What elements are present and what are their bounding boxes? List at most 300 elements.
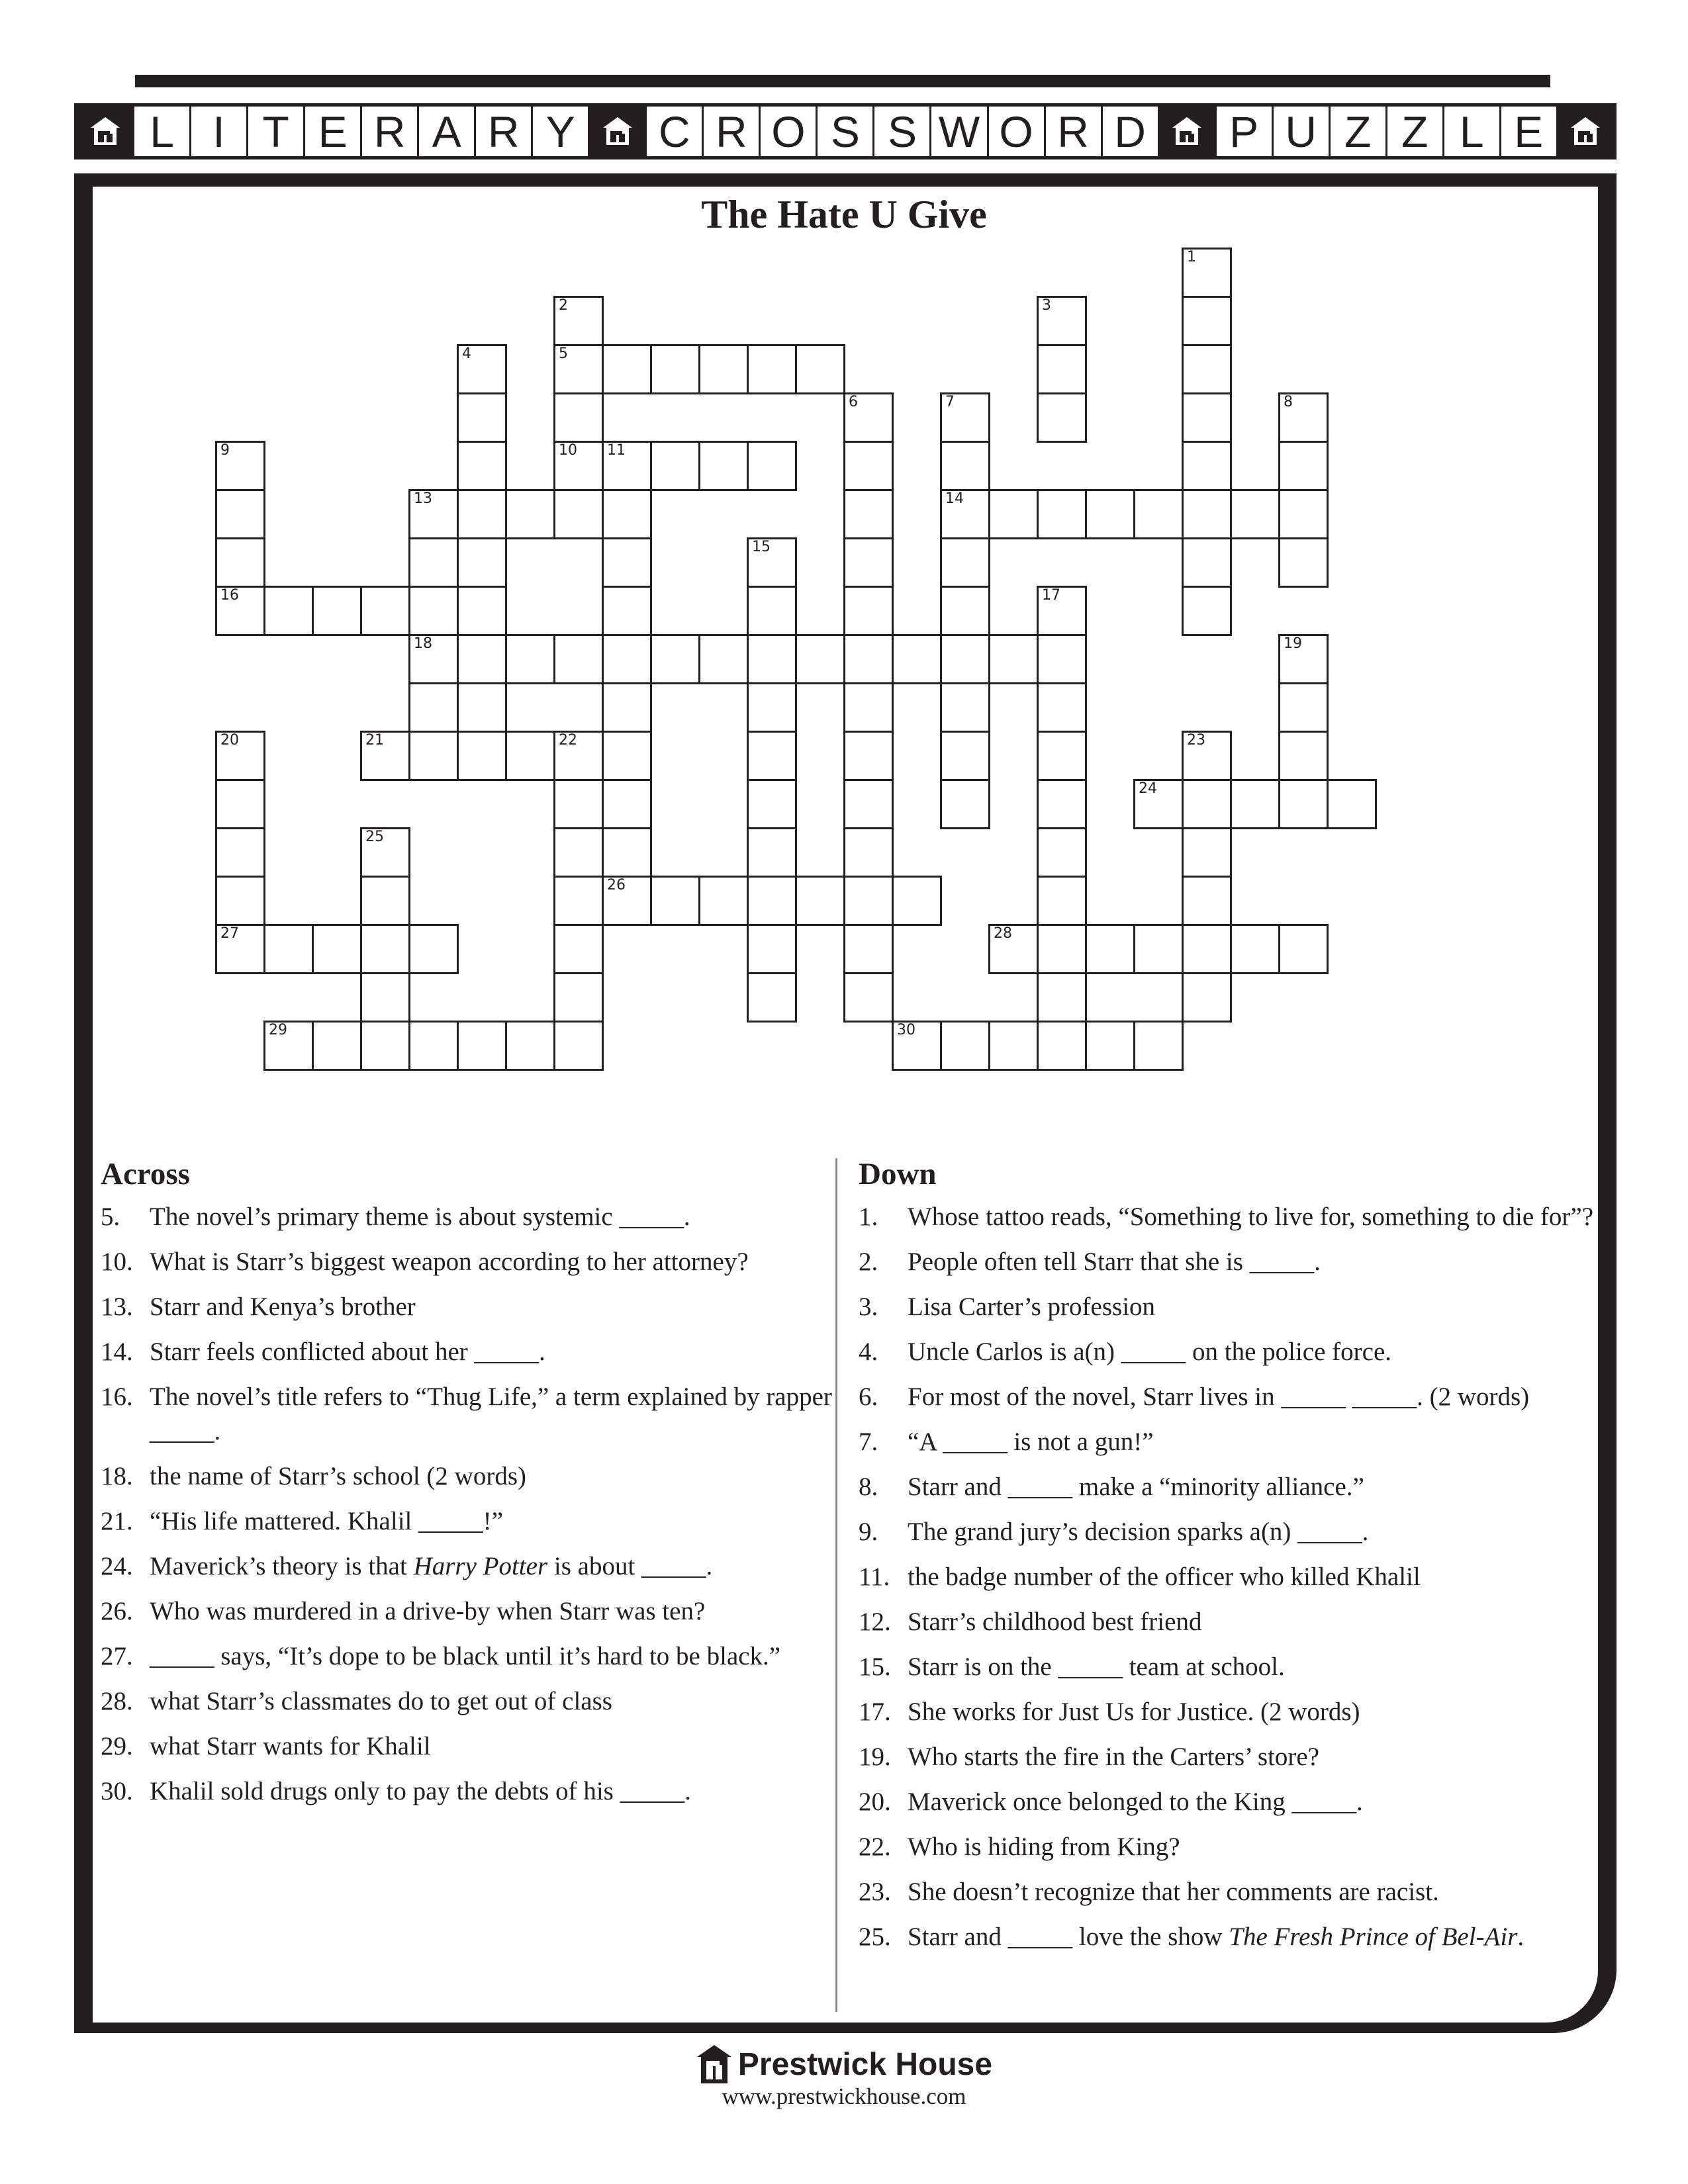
- grid-cell[interactable]: [747, 634, 797, 684]
- column-divider: [835, 1158, 837, 2012]
- grid-cell[interactable]: [843, 924, 894, 974]
- clue-number: 18.: [101, 1462, 133, 1490]
- grid-cell[interactable]: [408, 634, 459, 684]
- grid-cell[interactable]: [215, 537, 265, 588]
- banner-letter: R: [474, 107, 531, 156]
- grid-cell[interactable]: [1327, 779, 1377, 829]
- grid-cell[interactable]: [1182, 586, 1232, 636]
- grid-cell[interactable]: [457, 731, 507, 781]
- clue-number: 15: [752, 539, 771, 555]
- publisher-logo: [0, 2044, 1688, 2085]
- clue-number: 22: [559, 732, 577, 749]
- grid-cell[interactable]: [843, 731, 894, 781]
- grid-cell[interactable]: [940, 682, 990, 733]
- banner-letter: R: [360, 107, 417, 156]
- grid-cell[interactable]: [602, 827, 652, 878]
- down-clue: [859, 1695, 1593, 1729]
- grid-cell[interactable]: [1182, 924, 1232, 974]
- grid-cell[interactable]: [988, 489, 1039, 539]
- grid-cell[interactable]: [553, 972, 604, 1023]
- grid-cell[interactable]: [988, 924, 1039, 974]
- across-clue: [101, 1290, 849, 1324]
- down-clue: [859, 1470, 1593, 1504]
- banner-letter: E: [1499, 107, 1556, 156]
- grid-cell[interactable]: [408, 924, 459, 974]
- grid-cell[interactable]: [1037, 296, 1087, 346]
- grid-cell[interactable]: [843, 441, 894, 491]
- grid-cell[interactable]: [553, 344, 604, 394]
- grid-cell[interactable]: [457, 537, 507, 588]
- grid-cell[interactable]: [215, 827, 265, 878]
- grid-cell[interactable]: [553, 827, 604, 878]
- grid-cell[interactable]: [1037, 972, 1087, 1023]
- grid-cell[interactable]: [1278, 731, 1329, 781]
- grid-cell[interactable]: [505, 634, 555, 684]
- clue-number: 27: [220, 925, 239, 942]
- clue-text: is about _____.: [547, 1552, 713, 1580]
- clue-number: 4: [462, 345, 471, 362]
- grid-cell[interactable]: [843, 827, 894, 878]
- clue-number: 1.: [859, 1203, 878, 1231]
- clue-text: Uncle Carlos is a(n) _____ on the police force.: [908, 1338, 1392, 1366]
- grid-cell[interactable]: [1037, 827, 1087, 878]
- banner-letter: R: [1044, 107, 1101, 156]
- clue-number: 16.: [101, 1383, 133, 1411]
- grid-cell[interactable]: [408, 731, 459, 781]
- clue-number: 22.: [859, 1833, 891, 1861]
- grid-cell[interactable]: [1133, 779, 1184, 829]
- grid-cell[interactable]: [1037, 924, 1087, 974]
- grid-cell[interactable]: [698, 634, 749, 684]
- clue-number: 2: [559, 297, 568, 314]
- grid-cell[interactable]: [602, 634, 652, 684]
- grid-cell[interactable]: [215, 876, 265, 926]
- puzzle-title: The Hate U Give: [701, 193, 987, 236]
- grid-cell[interactable]: [602, 779, 652, 829]
- grid-cell[interactable]: [408, 586, 459, 636]
- grid-cell[interactable]: [457, 1021, 507, 1071]
- clue-text: Who was murdered in a drive-by when Starr was ten?: [150, 1597, 706, 1625]
- banner-letter: D: [1101, 107, 1158, 156]
- grid-cell[interactable]: [360, 827, 410, 878]
- grid-cell[interactable]: [215, 731, 265, 781]
- banner-letter: S: [816, 107, 872, 156]
- grid-cell[interactable]: [795, 634, 845, 684]
- grid-cell[interactable]: [747, 586, 797, 636]
- grid-cell[interactable]: [650, 344, 700, 394]
- clue-number: 26: [607, 877, 626, 893]
- grid-cell[interactable]: [1182, 441, 1232, 491]
- grid-cell[interactable]: [1182, 392, 1232, 443]
- grid-cell[interactable]: [747, 682, 797, 733]
- clue-number: 28: [994, 925, 1012, 942]
- grid-cell[interactable]: [747, 731, 797, 781]
- grid-cell[interactable]: [408, 1021, 459, 1071]
- banner-letter: P: [1215, 107, 1272, 156]
- grid-cell[interactable]: [698, 441, 749, 491]
- down-clue: [859, 1335, 1593, 1369]
- grid-cell[interactable]: [263, 586, 314, 636]
- grid-cell[interactable]: [1278, 779, 1329, 829]
- grid-cell[interactable]: [843, 972, 894, 1023]
- clue-number: 8: [1284, 394, 1293, 410]
- grid-cell[interactable]: [312, 924, 362, 974]
- clue-number: 14: [945, 490, 964, 507]
- clue-text: She works for Just Us for Justice. (2 words): [908, 1698, 1360, 1726]
- grid-cell[interactable]: [1230, 489, 1280, 539]
- grid-cell[interactable]: [1278, 924, 1329, 974]
- clue-number: 17: [1042, 587, 1060, 604]
- grid-cell[interactable]: [940, 489, 990, 539]
- grid-cell[interactable]: [1278, 392, 1329, 443]
- grid-cell[interactable]: [892, 634, 942, 684]
- clue-text: Starr feels conflicted about her _____.: [150, 1338, 545, 1366]
- grid-cell[interactable]: [1037, 682, 1087, 733]
- grid-cell[interactable]: [215, 924, 265, 974]
- grid-cell[interactable]: [1182, 827, 1232, 878]
- clue-number: 14.: [101, 1338, 133, 1366]
- banner-letter: U: [1272, 107, 1329, 156]
- clue-number: 21: [365, 732, 384, 749]
- down-clue: [859, 1830, 1593, 1864]
- clue-number: 15.: [859, 1653, 891, 1681]
- clue-number: 26.: [101, 1597, 133, 1625]
- banner-letter: L: [132, 107, 189, 156]
- grid-cell[interactable]: [312, 586, 362, 636]
- grid-cell[interactable]: [553, 634, 604, 684]
- grid-cell[interactable]: [1037, 489, 1087, 539]
- grid-cell[interactable]: [360, 586, 410, 636]
- clue-number: 21.: [101, 1507, 133, 1535]
- grid-cell[interactable]: [505, 731, 555, 781]
- clue-number: 5.: [101, 1203, 120, 1231]
- grid-cell[interactable]: [602, 537, 652, 588]
- grid-cell[interactable]: [795, 876, 845, 926]
- clue-text: People often tell Starr that she is _____.: [908, 1248, 1321, 1276]
- grid-cell[interactable]: [553, 489, 604, 539]
- grid-cell[interactable]: [747, 827, 797, 878]
- clue-text: .: [1517, 1923, 1524, 1951]
- banner-letter: O: [759, 107, 816, 156]
- clue-number: 6: [849, 394, 858, 410]
- grid-cell[interactable]: [1230, 779, 1280, 829]
- grid-cell[interactable]: [408, 537, 459, 588]
- grid-cell[interactable]: [505, 1021, 555, 1071]
- grid-cell[interactable]: [1182, 731, 1232, 781]
- grid-cell[interactable]: [1133, 1021, 1184, 1071]
- down-clue: [859, 1560, 1593, 1594]
- clue-number: 17.: [859, 1698, 891, 1726]
- grid-cell[interactable]: [360, 731, 410, 781]
- grid-cell[interactable]: [1133, 489, 1184, 539]
- grid-cell[interactable]: [1182, 489, 1232, 539]
- across-clue: [101, 1729, 849, 1764]
- banner-letter: O: [987, 107, 1044, 156]
- grid-cell[interactable]: [602, 731, 652, 781]
- clue-number: 3: [1042, 297, 1051, 314]
- across-heading: Across: [101, 1157, 190, 1191]
- down-clues: [859, 1155, 1593, 1965]
- grid-cell[interactable]: [457, 682, 507, 733]
- clue-number: 23: [1187, 732, 1205, 749]
- grid-cell[interactable]: [650, 876, 700, 926]
- grid-cell[interactable]: [843, 876, 894, 926]
- grid-cell[interactable]: [1037, 731, 1087, 781]
- grid-cell[interactable]: [457, 634, 507, 684]
- down-clue: [859, 1920, 1593, 1954]
- grid-cell[interactable]: [1182, 876, 1232, 926]
- grid-cell[interactable]: [602, 586, 652, 636]
- grid-cell[interactable]: [1037, 779, 1087, 829]
- clue-text: Whose tattoo reads, “Something to live for, something to die for”?: [908, 1203, 1594, 1231]
- grid-cell[interactable]: [602, 441, 652, 491]
- grid-cell[interactable]: [843, 392, 894, 443]
- clue-number: 25: [365, 829, 384, 845]
- grid-cell[interactable]: [553, 1021, 604, 1071]
- grid-cell[interactable]: [843, 682, 894, 733]
- grid-cell[interactable]: [553, 296, 604, 346]
- grid-cell[interactable]: [457, 392, 507, 443]
- clue-text: The grand jury’s decision sparks a(n) _____.: [908, 1518, 1369, 1546]
- clue-number: 9.: [859, 1518, 878, 1546]
- grid-cell[interactable]: [1085, 1021, 1135, 1071]
- grid-cell[interactable]: [747, 441, 797, 491]
- clue-number: 30.: [101, 1777, 133, 1805]
- clue-number: 4.: [859, 1338, 878, 1366]
- clue-number: 10.: [101, 1248, 133, 1276]
- grid-cell[interactable]: [1182, 344, 1232, 394]
- down-clue: [859, 1200, 1593, 1234]
- clue-number: 1: [1187, 249, 1196, 265]
- grid-cell[interactable]: [795, 344, 845, 394]
- clue-number: 27.: [101, 1642, 133, 1670]
- clue-number: 20.: [859, 1788, 891, 1816]
- grid-cell[interactable]: [263, 924, 314, 974]
- grid-cell[interactable]: [408, 489, 459, 539]
- grid-cell[interactable]: [940, 392, 990, 443]
- clue-number: 7.: [859, 1428, 878, 1456]
- grid-cell[interactable]: [843, 489, 894, 539]
- grid-cell[interactable]: [1085, 924, 1135, 974]
- clue-number: 30: [897, 1022, 915, 1038]
- grid-cell[interactable]: [312, 1021, 362, 1071]
- grid-cell[interactable]: [1037, 634, 1087, 684]
- grid-cell[interactable]: [263, 1021, 314, 1071]
- grid-cell[interactable]: [553, 876, 604, 926]
- clue-number: 18: [414, 635, 432, 652]
- grid-cell[interactable]: [360, 924, 410, 974]
- grid-cell[interactable]: [843, 634, 894, 684]
- clue-text: Starr’s childhood best friend: [908, 1608, 1202, 1636]
- banner-letter: R: [702, 107, 759, 156]
- across-clue: [101, 1774, 849, 1809]
- clue-number: 12.: [859, 1608, 891, 1636]
- grid-cell[interactable]: [457, 441, 507, 491]
- clue-number: 19.: [859, 1743, 891, 1771]
- clue-title-italic: The Fresh Prince of Bel-Air: [1229, 1923, 1518, 1951]
- grid-cell[interactable]: [650, 441, 700, 491]
- grid-cell[interactable]: [892, 1021, 942, 1071]
- grid-cell[interactable]: [360, 1021, 410, 1071]
- grid-cell[interactable]: [988, 1021, 1039, 1071]
- grid-cell[interactable]: [1037, 586, 1087, 636]
- grid-cell[interactable]: [1037, 344, 1087, 394]
- clue-number: 20: [220, 732, 239, 749]
- grid-cell[interactable]: [843, 537, 894, 588]
- grid-cell[interactable]: [1230, 924, 1280, 974]
- grid-cell[interactable]: [553, 731, 604, 781]
- grid-cell[interactable]: [940, 441, 990, 491]
- across-clue: [101, 1200, 849, 1234]
- across-clue: [101, 1459, 849, 1494]
- grid-cell[interactable]: [1037, 876, 1087, 926]
- down-heading: Down: [859, 1157, 937, 1191]
- clue-number: 3.: [859, 1293, 878, 1321]
- clue-number: 8.: [859, 1473, 878, 1501]
- grid-cell[interactable]: [505, 489, 555, 539]
- grid-cell[interactable]: [940, 779, 990, 829]
- clue-text: For most of the novel, Starr lives in _____ _____. (2 words): [908, 1383, 1530, 1411]
- grid-cell[interactable]: [747, 876, 797, 926]
- grid-cell[interactable]: [747, 924, 797, 974]
- grid-cell[interactable]: [1182, 296, 1232, 346]
- across-clues: [101, 1155, 849, 1819]
- grid-cell[interactable]: [1278, 537, 1329, 588]
- grid-cell[interactable]: [553, 779, 604, 829]
- grid-cell[interactable]: [940, 731, 990, 781]
- clue-number: 11: [607, 442, 626, 459]
- grid-cell[interactable]: [940, 537, 990, 588]
- grid-cell[interactable]: [1278, 682, 1329, 733]
- clue-number: 13.: [101, 1293, 133, 1321]
- banner-letter: E: [303, 107, 360, 156]
- clue-text: The novel’s primary theme is about systemic _____.: [150, 1203, 690, 1231]
- banner-letter: I: [189, 107, 246, 156]
- across-clue: [101, 1594, 849, 1629]
- grid-cell[interactable]: [602, 876, 652, 926]
- clue-text: _____ says, “It’s dope to be black until it’s hard to be black.”: [150, 1642, 781, 1670]
- grid-cell[interactable]: [1085, 489, 1135, 539]
- clue-number: 29: [269, 1022, 287, 1038]
- across-clue: [101, 1684, 849, 1719]
- grid-cell[interactable]: [747, 972, 797, 1023]
- clue-number: 16: [220, 587, 239, 604]
- grid-cell[interactable]: [360, 876, 410, 926]
- grid-cell[interactable]: [1133, 924, 1184, 974]
- grid-cell[interactable]: [457, 586, 507, 636]
- grid-cell[interactable]: [843, 586, 894, 636]
- grid-cell[interactable]: [650, 634, 700, 684]
- grid-cell[interactable]: [1182, 972, 1232, 1023]
- grid-cell[interactable]: [1182, 537, 1232, 588]
- across-clue: [101, 1639, 849, 1674]
- grid-cell[interactable]: [553, 392, 604, 443]
- across-clue: [101, 1245, 849, 1279]
- grid-cell[interactable]: [1278, 441, 1329, 491]
- clue-number: 11.: [859, 1563, 890, 1591]
- grid-cell[interactable]: [892, 876, 942, 926]
- clue-text: The novel’s title refers to “Thug Life,” a term explained by rapper _____.: [150, 1383, 832, 1445]
- grid-cell[interactable]: [215, 489, 265, 539]
- grid-cell[interactable]: [1278, 634, 1329, 684]
- grid-cell[interactable]: [940, 586, 990, 636]
- clue-number: 25.: [859, 1923, 891, 1951]
- grid-cell[interactable]: [602, 682, 652, 733]
- down-clue: [859, 1875, 1593, 1909]
- down-clue: [859, 1515, 1593, 1549]
- grid-cell[interactable]: [988, 634, 1039, 684]
- grid-cell[interactable]: [457, 344, 507, 394]
- grid-cell[interactable]: [215, 441, 265, 491]
- grid-cell[interactable]: [940, 1021, 990, 1071]
- grid-cell[interactable]: [602, 489, 652, 539]
- banner-letter: L: [1442, 107, 1499, 156]
- clue-text: Starr and _____ love the show: [908, 1923, 1229, 1951]
- grid-cell[interactable]: [1037, 392, 1087, 443]
- across-clue: [101, 1380, 849, 1449]
- grid-cell[interactable]: [1278, 489, 1329, 539]
- down-clue: [859, 1290, 1593, 1324]
- grid-cell[interactable]: [747, 537, 797, 588]
- down-clue: [859, 1785, 1593, 1819]
- grid-cell[interactable]: [1182, 779, 1232, 829]
- grid-cell[interactable]: [408, 682, 459, 733]
- clue-text: She doesn’t recognize that her comments are racist.: [908, 1878, 1439, 1906]
- grid-cell[interactable]: [1037, 1021, 1087, 1071]
- grid-cell[interactable]: [1182, 248, 1232, 298]
- grid-cell[interactable]: [698, 876, 749, 926]
- clue-number: 13: [414, 490, 432, 507]
- clue-text: Starr and _____ make a “minority alliance.”: [908, 1473, 1364, 1501]
- across-clue: [101, 1335, 849, 1369]
- banner-letter: T: [246, 107, 303, 156]
- grid-cell[interactable]: [747, 779, 797, 829]
- grid-cell[interactable]: [747, 344, 797, 394]
- prestwick-house-logo-icon: [696, 2044, 733, 2085]
- grid-cell[interactable]: [215, 586, 265, 636]
- clue-text: Who starts the fire in the Carters’ store?: [908, 1743, 1319, 1771]
- grid-cell[interactable]: [698, 344, 749, 394]
- publisher-url[interactable]: www.prestwickhouse.com: [722, 2083, 966, 2109]
- grid-cell[interactable]: [215, 779, 265, 829]
- clue-text: “His life mattered. Khalil _____!”: [150, 1507, 503, 1535]
- grid-cell[interactable]: [553, 441, 604, 491]
- clue-number: 24: [1139, 780, 1157, 797]
- clue-text: what Starr wants for Khalil: [150, 1732, 431, 1760]
- banner-letter: S: [872, 107, 929, 156]
- grid-cell[interactable]: [553, 924, 604, 974]
- clue-text: Starr and Kenya’s brother: [150, 1293, 416, 1321]
- clue-text: Lisa Carter’s profession: [908, 1293, 1156, 1321]
- clue-title-italic: Harry Potter: [413, 1552, 548, 1580]
- clue-number: 9: [220, 442, 230, 459]
- grid-cell[interactable]: [940, 634, 990, 684]
- clue-number: 2.: [859, 1248, 878, 1276]
- clue-number: 19: [1284, 635, 1302, 652]
- grid-cell[interactable]: [843, 779, 894, 829]
- grid-cell[interactable]: [457, 489, 507, 539]
- clue-number: 23.: [859, 1878, 891, 1906]
- grid-cell[interactable]: [360, 972, 410, 1023]
- across-clue: [101, 1549, 849, 1584]
- down-clue: [859, 1605, 1593, 1639]
- grid-cell[interactable]: [602, 344, 652, 394]
- clue-number: 10: [559, 442, 577, 459]
- banner-letter: A: [417, 107, 474, 156]
- clue-number: 6.: [859, 1383, 878, 1411]
- clue-number: 28.: [101, 1687, 133, 1715]
- clue-text: what Starr’s classmates do to get out of class: [150, 1687, 612, 1715]
